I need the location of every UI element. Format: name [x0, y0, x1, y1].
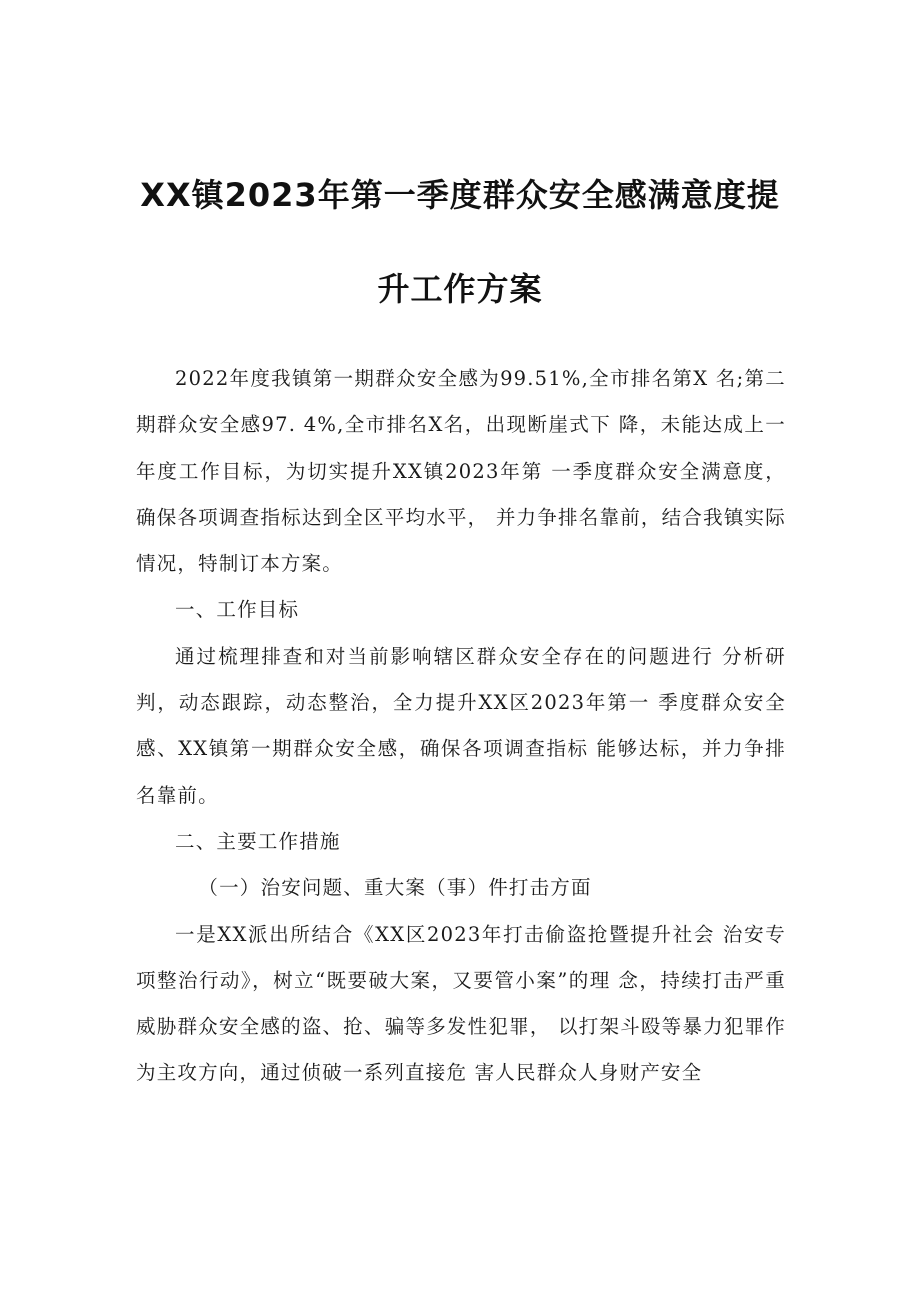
- intro-paragraph: 2022年度我镇第一期群众安全感为99.51%,全市排名第X 名;第二期群众安全感97. 4%,全市排名X名，出现断崖式下 降，未能达成上一年度工作目标，为切实提升XX镇2023年第 一季度群众安全满意度，确保各项调查指标达到全区平均水平， 并力争排名靠前，结合我镇实际情况，特制订本方案。: [136, 367, 786, 576]
- document-title-line-2: 升工作方案: [377, 270, 543, 308]
- section-heading-goals: 一、工作目标: [175, 598, 300, 622]
- document-body: [136, 356, 786, 1097]
- goals-paragraph: 通过梳理排查和对当前影响辖区群众安全存在的问题进行 分析研判，动态跟踪，动态整治，全力提升XX区2023年第一 季度群众安全感、XX镇第一期群众安全感，确保各项调查指标 能够达标，并力争排名靠前。: [136, 644, 786, 807]
- measures-paragraph: 一是XX派出所结合《XX区2023年打击偷盗抢暨提升社会 治安专项整治行动》，树立“既要破大案，又要管小案”的理 念，持续打击严重威胁群众安全感的盗、抢、骗等多发性犯罪， 以打架斗殴等暴力犯罪作为主攻方向，通过侦破一系列直接危 害人民群众人身财产安全: [136, 922, 786, 1085]
- section-heading-measures: 二、主要工作措施: [175, 829, 341, 853]
- document-title-line-1: XX镇2023年第一季度群众安全感满意度提: [140, 176, 780, 214]
- subsection-heading-public-security: （一）治安问题、重大案（事）件打击方面: [198, 876, 592, 900]
